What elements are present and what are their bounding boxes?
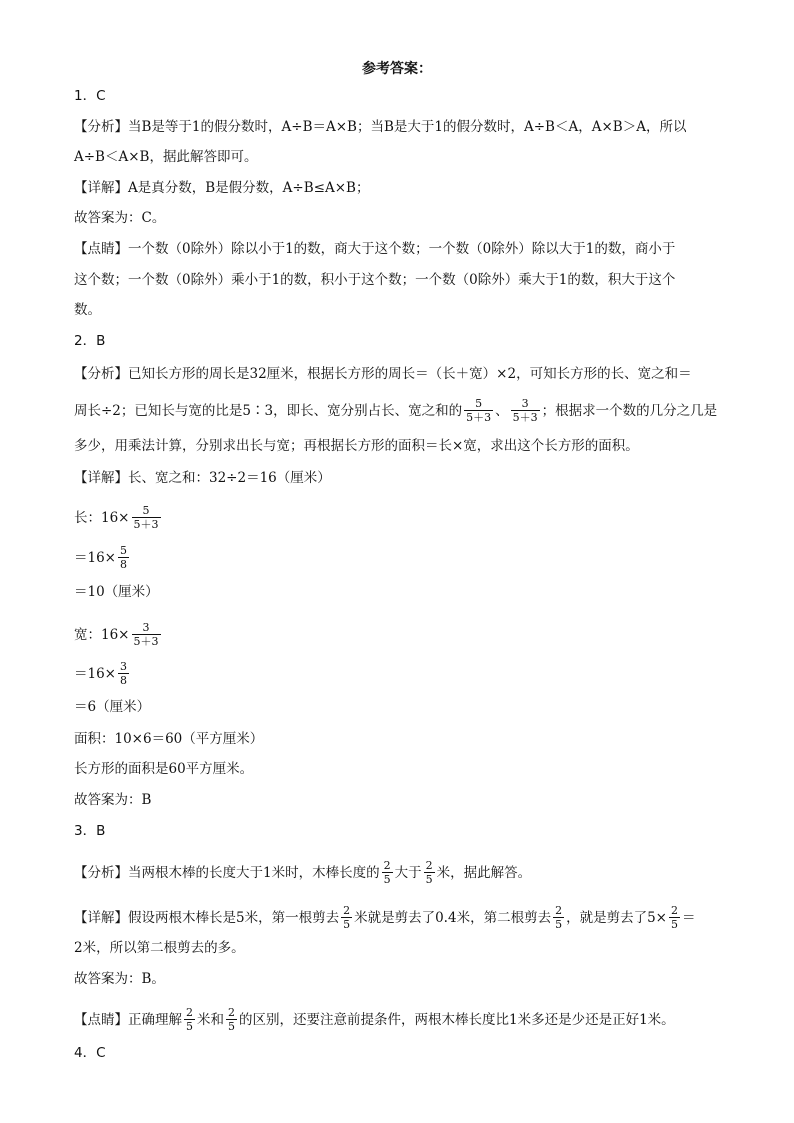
q4-number: 4．C <box>74 1045 106 1061</box>
q2-width-step2: ＝16× $\frac{3}{8}$ <box>74 660 127 687</box>
q2-length-result: ＝10（厘米） <box>74 584 159 600</box>
q2-answer: 故答案为：B <box>74 792 152 808</box>
fraction: $\frac{2}{5}$ <box>555 904 563 931</box>
q1-comment-line3: 数。 <box>74 302 101 318</box>
q2-length-step2: ＝16× $\frac{5}{8}$ <box>74 544 127 571</box>
q2-area: 面积：10×6＝60（平方厘米） <box>74 731 264 747</box>
q2-number: 2．B <box>74 333 106 349</box>
q3-answer: 故答案为：B。 <box>74 971 165 987</box>
q3-analysis: 【分析】当两根木棒的长度大于1米时，木棒长度的 $\frac{2}{5}$ 大于 $\frac{2}{5}$ 米，据此解答。 <box>74 859 532 886</box>
q2-width-result: ＝6（厘米） <box>74 699 151 715</box>
q1-detail: 【详解】A是真分数，B是假分数，A÷B≤A×B； <box>74 180 370 196</box>
fraction: $\frac{2}{5}$ <box>228 1006 235 1033</box>
q2-analysis-line1: 【分析】已知长方形的周长是32厘米，根据长方形的周长＝（长＋宽）×2，可知长方形的长、宽之和＝ <box>74 366 692 382</box>
q1-analysis-line1: 【分析】当B是等于1的假分数时，A÷B＝A×B；当B是大于1的假分数时，A÷B＜A，A×B＞A，所以 <box>74 119 687 135</box>
page-title: 参考答案： <box>362 61 432 77</box>
q2-analysis-line2: 周长÷2；已知长与宽的比是5∶3，即长、宽分别占长、宽之和的 $\frac{5}{5+3}$ 、 $\frac{3}{5+3}$ ；根据求一个数的几分之几是 <box>74 397 718 424</box>
fraction: $\frac{5}{8}$ <box>120 544 127 571</box>
q1-answer: 故答案为：C。 <box>74 210 166 226</box>
q3-detail-line1: 【详解】假设两根木棒长是5米，第一根剪去 $\frac{2}{5}$ 米就是剪去了0.4米，第二根剪去 $\frac{2}{5}$ ，就是剪去了5× $\frac{2}{5}$ ＝ <box>74 904 696 931</box>
q2-detail-sum: 【详解】长、宽之和：32÷2＝16（厘米） <box>74 470 331 486</box>
fraction: $\frac{3}{5+3}$ <box>512 397 538 424</box>
fraction: $\frac{2}{5}$ <box>425 859 433 886</box>
fraction: $\frac{2}{5}$ <box>186 1006 193 1033</box>
fraction: $\frac{2}{5}$ <box>343 904 351 931</box>
fraction: $\frac{3}{8}$ <box>120 660 127 687</box>
fraction: $\frac{5}{5+3}$ <box>133 504 159 531</box>
q1-comment-line2: 这个数；一个数（0除外）乘小于1的数，积小于这个数；一个数（0除外）乘大于1的数，积大于这个 <box>74 272 676 288</box>
q2-area-conclusion: 长方形的面积是60平方厘米。 <box>74 761 254 777</box>
fraction: $\frac{2}{5}$ <box>670 904 678 931</box>
q3-detail-line2: 2米，所以第二根剪去的多。 <box>74 940 245 956</box>
q2-width-step1: 宽：16× $\frac{3}{5+3}$ <box>74 621 159 648</box>
q3-comment: 【点睛】正确理解 $\frac{2}{5}$ 米和 $\frac{2}{5}$ 的区别，还要注意前提条件，两根木棒长度比1米多还是少还是正好1米。 <box>74 1006 675 1033</box>
fraction: $\frac{2}{5}$ <box>383 859 391 886</box>
q2-analysis-line3: 多少，用乘法计算，分别求出长与宽；再根据长方形的面积＝长×宽，求出这个长方形的面积。 <box>74 438 639 454</box>
fraction: $\frac{5}{5+3}$ <box>466 397 492 424</box>
q3-number: 3．B <box>74 823 106 839</box>
q1-analysis-line2: A÷B＜A×B，据此解答即可。 <box>74 149 258 165</box>
q1-number: 1．C <box>74 88 106 104</box>
q1-comment-line1: 【点睛】一个数（0除外）除以小于1的数，商大于这个数；一个数（0除外）除以大于1的数，商小于 <box>74 241 676 257</box>
fraction: $\frac{3}{5+3}$ <box>133 621 159 648</box>
q2-length-step1: 长：16× $\frac{5}{5+3}$ <box>74 504 159 531</box>
